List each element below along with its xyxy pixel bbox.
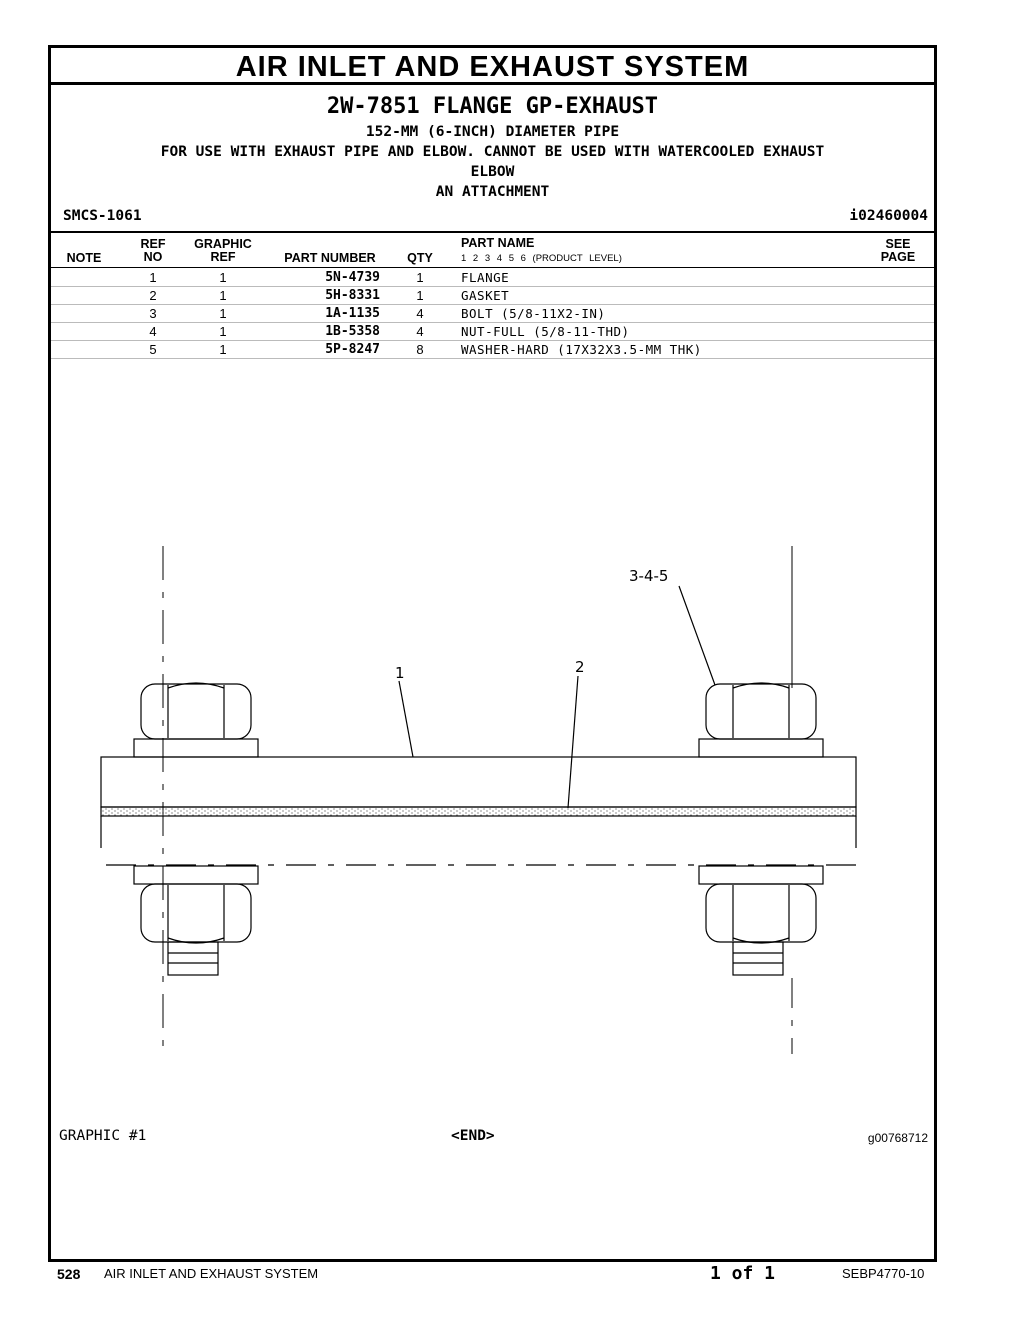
col-note: NOTE — [66, 251, 102, 265]
end-marker: <END> — [451, 1128, 495, 1144]
part-number: 5N-4739 — [325, 270, 380, 285]
bolt-end-left — [168, 942, 218, 975]
leader-flange — [399, 681, 413, 757]
product-levels: 1 2 3 4 5 6 (PRODUCT LEVEL) — [461, 253, 622, 264]
col-part-name: PART NAME — [461, 236, 535, 250]
subtitle-line: ELBOW — [470, 164, 515, 180]
graphic-code: g00768712 — [867, 1131, 928, 1145]
illustration-id: i02460004 — [849, 208, 928, 224]
quantity: 4 — [416, 306, 424, 321]
part-number: 1A-1135 — [325, 306, 380, 321]
subtitle-line: FOR USE WITH EXHAUST PIPE AND ELBOW. CANNOT BE USED WITH WATERCOOLED EXHAUST — [160, 144, 825, 160]
graphic-label: GRAPHIC #1 — [59, 1128, 147, 1144]
part-name: FLANGE — [461, 270, 510, 285]
ref-no: 2 — [149, 288, 157, 303]
part-number: 1B-5358 — [325, 324, 380, 339]
callout-hardware: 3-4-5 — [629, 567, 669, 585]
smcs-code: SMCS-1061 — [63, 208, 142, 224]
col-ref-no-line2: NO — [143, 250, 163, 264]
subtitle-line: 152-MM (6-INCH) DIAMETER PIPE — [365, 124, 620, 140]
callout-flange: 1 — [395, 664, 405, 682]
ref-no: 1 — [149, 270, 157, 285]
page-number: 528 — [57, 1266, 81, 1282]
group-title: 2W-7851 FLANGE GP-EXHAUST — [326, 94, 659, 119]
subtitle-line: AN ATTACHMENT — [435, 184, 550, 200]
part-number: 5P-8247 — [325, 342, 380, 357]
col-see-page-line1: SEE — [885, 237, 911, 251]
page-title: AIR INLET AND EXHAUST SYSTEM — [51, 48, 934, 85]
flange — [101, 757, 856, 807]
nut-bottom-left — [141, 884, 251, 942]
col-ref-no-line1: REF — [140, 237, 166, 251]
part-name: NUT-FULL (5/8-11-THD) — [461, 324, 630, 339]
washer-top-right — [699, 739, 823, 757]
ref-no: 4 — [149, 324, 157, 339]
nut-bottom-right — [706, 884, 816, 942]
col-graphic-ref-line1: GRAPHIC — [194, 237, 252, 251]
callout-gasket: 2 — [575, 658, 585, 676]
exploded-view-drawing — [51, 48, 934, 1259]
ref-no: 5 — [149, 342, 157, 357]
graphic-ref: 1 — [219, 342, 227, 357]
bolt-end-right — [733, 942, 783, 975]
ref-no: 3 — [149, 306, 157, 321]
nut-top-left — [141, 684, 251, 739]
col-see-page-line2: PAGE — [880, 250, 916, 264]
part-name: BOLT (5/8-11X2-IN) — [461, 306, 606, 321]
nut-top-right — [706, 684, 816, 739]
quantity: 1 — [416, 270, 424, 285]
graphic-ref: 1 — [219, 306, 227, 321]
leader-gasket — [568, 676, 578, 808]
graphic-ref: 1 — [219, 288, 227, 303]
graphic-ref: 1 — [219, 324, 227, 339]
leader-hardware — [679, 586, 715, 685]
footer-section: AIR INLET AND EXHAUST SYSTEM — [104, 1266, 319, 1281]
col-part-number: PART NUMBER — [284, 251, 376, 265]
part-name: WASHER-HARD (17X32X3.5-MM THK) — [461, 342, 702, 357]
page-of: 1 of 1 — [710, 1263, 776, 1284]
quantity: 1 — [416, 288, 424, 303]
quantity: 4 — [416, 324, 424, 339]
gasket — [101, 807, 856, 816]
washer-bottom-right — [699, 866, 823, 884]
part-name: GASKET — [461, 288, 510, 303]
graphic-ref: 1 — [219, 270, 227, 285]
col-qty: QTY — [407, 251, 433, 265]
page-frame — [48, 45, 937, 1262]
quantity: 8 — [416, 342, 424, 357]
washer-top-left — [134, 739, 258, 757]
col-graphic-ref-line2: REF — [210, 250, 236, 264]
washer-bottom-left — [134, 866, 258, 884]
part-number: 5H-8331 — [325, 288, 380, 303]
doc-number: SEBP4770-10 — [842, 1266, 925, 1281]
